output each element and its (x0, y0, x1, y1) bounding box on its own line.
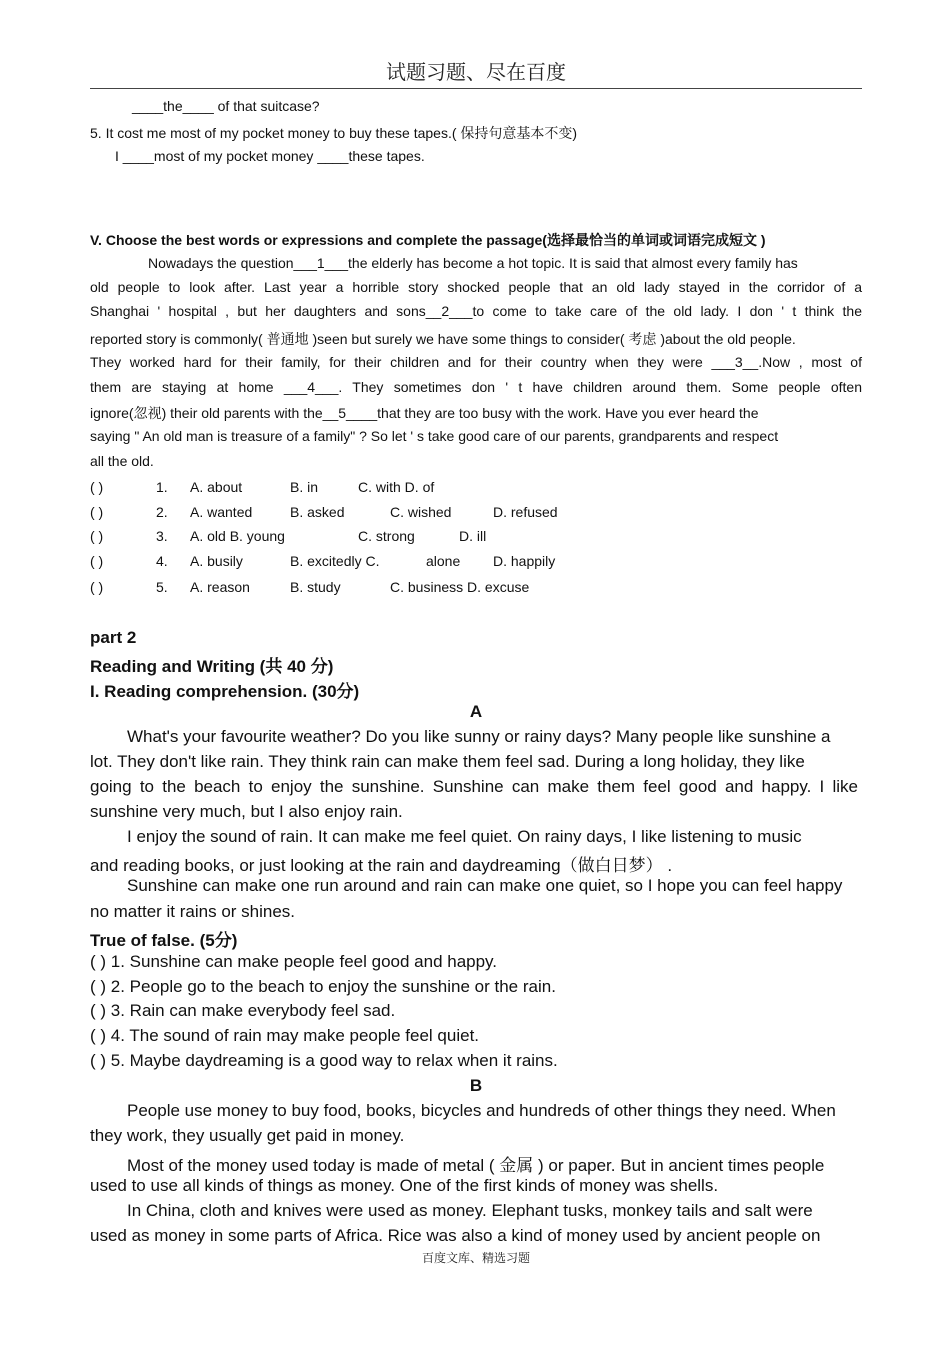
exercise-line: I ____most of my pocket money ____these tapes. (115, 148, 425, 164)
part-label: part 2 (90, 628, 137, 647)
answer-bracket: ( ) (90, 553, 104, 569)
passage-line: going to the beach to enjoy the sunshine. Sunshine can make them feel good and happy. I like (90, 777, 858, 796)
passage-line: People use money to buy food, books, bicycles and hundreds of other things they need. When (127, 1101, 836, 1120)
passage-line: used as money in some parts of Africa. Rice was also a kind of money used by ancient people on (90, 1226, 821, 1245)
passage-line: What's your favourite weather? Do you like sunny or rainy days? Many people like sunshine a (127, 727, 831, 746)
passage-line: Sunshine can make one run around and rain can make one quiet, so I hope you can feel happy (127, 876, 843, 895)
passage-line: reported story is commonly( 普通地 )seen but surely we have some things to consider( 考虑 )about the old people. (90, 331, 796, 347)
option-c: alone (426, 553, 461, 569)
option-d: D. happily (493, 553, 556, 569)
option-b: B. excitedly C. (290, 553, 380, 569)
exercise-line: ____the____ of that suitcase? (132, 98, 320, 114)
option-c: C. business D. excuse (390, 579, 530, 595)
passage-line: Shanghai ' hospital , but her daughters and sons__2___to come to take care of the old lady. I don ' t think the (90, 303, 862, 319)
passage-line: I enjoy the sound of rain. It can make me feel quiet. On rainy days, I like listening to music (127, 827, 802, 846)
option-a: A. reason (190, 579, 250, 595)
option-c: C. wished (390, 504, 452, 520)
option-number: 2. (156, 504, 168, 520)
option-d: D. ill (459, 528, 487, 544)
option-number: 1. (156, 479, 168, 495)
passage-letter-a: A (469, 702, 483, 721)
passage-line: sunshine very much, but I also enjoy rain. (90, 802, 403, 821)
header-divider (90, 88, 862, 89)
passage-letter-b: B (469, 1076, 483, 1095)
passage-line: they work, they usually get paid in money. (90, 1126, 405, 1145)
option-number: 4. (156, 553, 168, 569)
tf-item: ( ) 3. Rain can make everybody feel sad. (90, 1001, 396, 1020)
passage-line: They worked hard for their family, for their children and for their country when they were ___3__.Now , most of (90, 354, 862, 370)
option-c: C. with D. of (358, 479, 435, 495)
section-heading: V. Choose the best words or expressions and complete the passage(选择最恰当的单词或词语完成短文 ) (90, 232, 766, 248)
option-c: C. strong (358, 528, 415, 544)
answer-bracket: ( ) (90, 479, 104, 495)
answer-bracket: ( ) (90, 528, 104, 544)
passage-line: In China, cloth and knives were used as money. Elephant tusks, monkey tails and salt were (127, 1201, 813, 1220)
tf-heading: True of false. (5分) (90, 931, 238, 950)
answer-bracket: ( ) (90, 579, 104, 595)
option-row (90, 479, 690, 499)
option-a: A. old B. young (190, 528, 285, 544)
reading-heading: I. Reading comprehension. (30分) (90, 682, 360, 701)
option-a: A. wanted (190, 504, 253, 520)
part-title: Reading and Writing (共 40 分) (90, 657, 334, 676)
option-number: 5. (156, 579, 168, 595)
option-d: D. refused (493, 504, 558, 520)
tf-item: ( ) 5. Maybe daydreaming is a good way to relax when it rains. (90, 1051, 558, 1070)
option-a: A. about (190, 479, 243, 495)
passage-line: Most of the money used today is made of metal ( 金属 ) or paper. But in ancient times people (127, 1156, 825, 1175)
option-row (90, 579, 690, 599)
option-row (90, 504, 690, 524)
passage-line: lot. They don't like rain. They think rain can make them feel sad. During a long holiday, they like (90, 752, 805, 771)
passage-line: no matter it rains or shines. (90, 902, 296, 921)
passage-line: saying " An old man is treasure of a family" ? So let ' s take good care of our parents, grandparents and respect (90, 428, 779, 444)
option-a: A. busily (190, 553, 243, 569)
passage-line: old people to look after. Last year a horrible story shocked people that an old lady stayed in the corridor of a (90, 279, 862, 295)
passage-line: and reading books, or just looking at the rain and daydreaming（做白日梦） . (90, 856, 673, 875)
option-b: B. in (290, 479, 319, 495)
option-row (90, 553, 690, 573)
passage-line: Nowadays the question___1___the elderly has become a hot topic. It is said that almost every family has (148, 255, 798, 271)
option-number: 3. (156, 528, 168, 544)
option-row (90, 528, 690, 548)
tf-item: ( ) 2. People go to the beach to enjoy the sunshine or the rain. (90, 977, 556, 996)
passage-line: ignore(忽视) their old parents with the__5____that they are too busy with the work. Have you ever heard the (90, 405, 759, 421)
passage-line: all the old. (90, 453, 154, 469)
option-b: B. asked (290, 504, 345, 520)
page-header-title: 试题习题、尽在百度 (386, 60, 566, 84)
answer-bracket: ( ) (90, 504, 104, 520)
tf-item: ( ) 1. Sunshine can make people feel good and happy. (90, 952, 498, 971)
passage-line: them are staying at home ___4___. They sometimes don ' t have children around them. Some people often (90, 379, 862, 395)
option-b: B. study (290, 579, 341, 595)
exercise-line: 5. It cost me most of my pocket money to buy these tapes.( 保持句意基本不变) (90, 125, 578, 141)
page-footer: 百度文库、精选习题 (421, 1251, 530, 1265)
passage-line: used to use all kinds of things as money. One of the first kinds of money was shells. (90, 1176, 719, 1195)
tf-item: ( ) 4. The sound of rain may make people feel quiet. (90, 1026, 480, 1045)
